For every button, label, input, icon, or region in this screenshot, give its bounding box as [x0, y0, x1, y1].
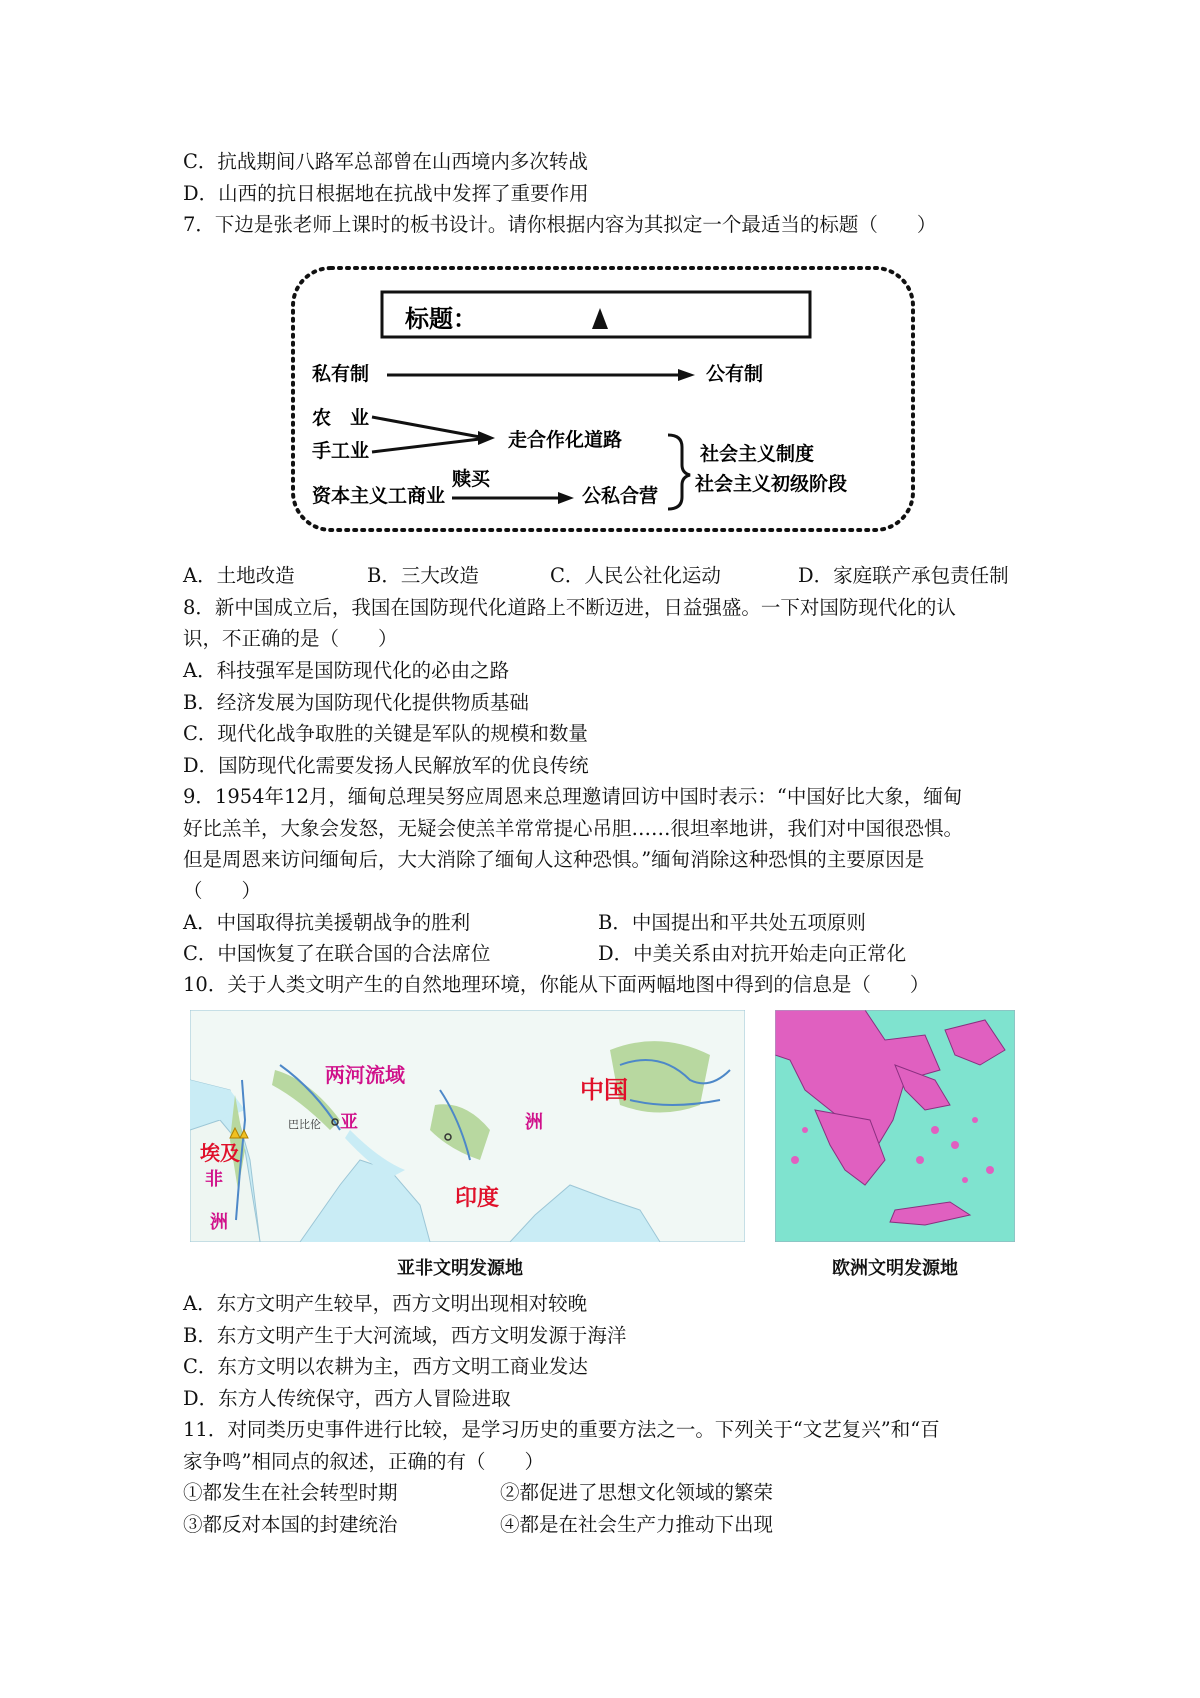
- two-rivers-label: 两河流域: [325, 1063, 405, 1087]
- egypt-label: 埃及: [200, 1141, 240, 1165]
- redemption-label: 赎买: [452, 468, 491, 490]
- cooperation-label: 走合作化道路: [508, 429, 623, 451]
- q8-option-c: C．现代化战争取胜的关键是军队的规模和数量: [183, 722, 588, 745]
- q7-option-d: D．家庭联产承包责任制: [798, 564, 1009, 587]
- q11-item-1: ①都发生在社会转型时期: [183, 1481, 398, 1504]
- q8-stem-line1: 8．新中国成立后，我国在国防现代化道路上不断迈进，日益强盛。一下对国防现代化的认: [183, 596, 956, 619]
- china-label: 中国: [580, 1076, 628, 1104]
- q8-option-a: A．科技强军是国防现代化的必由之路: [183, 659, 510, 682]
- q10-option-b: B．东方文明产生于大河流域，西方文明发源于海洋: [183, 1324, 627, 1347]
- q9-stem-line3: 但是周恩来访问缅甸后，大大消除了缅甸人这种恐惧。”缅甸消除这种恐惧的主要原因是: [183, 848, 925, 871]
- africa-label-b: 洲: [210, 1212, 228, 1233]
- q9-option-a: A．中国取得抗美援朝战争的胜利: [183, 911, 471, 934]
- q7-option-b: B．三大改造: [367, 564, 479, 587]
- q7-stem: 7．下边是张老师上课时的板书设计。请你根据内容为其拟定一个最适当的标题（ ）: [183, 213, 937, 236]
- q9-stem-line1: 9．1954年12月，缅甸总理吴努应周恩来总理邀请回访中国时表示：“中国好比大象，缅甸: [183, 785, 963, 808]
- india-label: 印度: [455, 1186, 500, 1211]
- q9-option-c: C．中国恢复了在联合国的合法席位: [183, 942, 491, 965]
- q6-option-d: D．山西的抗日根据地在抗战中发挥了重要作用: [183, 182, 589, 205]
- arrow-icon: [678, 369, 695, 381]
- handicraft-label: 手工业: [312, 440, 370, 462]
- socialist-system-label: 社会主义制度: [700, 443, 815, 465]
- q11-item-4: ④都是在社会生产力推动下出现: [500, 1513, 774, 1536]
- q10-stem: 10．关于人类文明产生的自然地理环境，你能从下面两幅地图中得到的信息是（ ）: [183, 973, 930, 996]
- blackboard-diagram: [290, 265, 918, 535]
- q9-option-d: D．中美关系由对抗开始走向正常化: [598, 942, 907, 965]
- agri-arrow-line: [372, 417, 480, 437]
- map1-caption: 亚非文明发源地: [397, 1258, 523, 1279]
- q10-option-a: A．东方文明产生较早，西方文明出现相对较晚: [183, 1292, 588, 1315]
- asia-africa-map-svg: [190, 1010, 745, 1242]
- q10-option-c: C．东方文明以农耕为主，西方文明工商业发达: [183, 1355, 588, 1378]
- asia-label-b: 洲: [525, 1112, 543, 1133]
- q11-stem-line2: 家争鸣”相同点的叙述，正确的有（ ）: [183, 1450, 544, 1473]
- public-label: 公有制: [706, 363, 764, 385]
- triangle-icon: [592, 308, 608, 329]
- europe-greece-map: [775, 1010, 1015, 1242]
- q9-stem-line4: （ ）: [183, 879, 262, 902]
- q8-option-d: D．国防现代化需要发扬人民解放军的优良传统: [183, 754, 589, 777]
- q7-option-c: C．人民公社化运动: [550, 564, 721, 587]
- arrow-icon: [478, 431, 495, 445]
- map2-caption: 欧洲文明发源地: [832, 1258, 958, 1279]
- q6-option-c: C．抗战期间八路军总部曾在山西境内多次转战: [183, 150, 588, 173]
- q11-item-3: ③都反对本国的封建统治: [183, 1513, 398, 1536]
- africa-label-a: 非: [205, 1169, 223, 1190]
- greece-map-svg: [775, 1010, 1015, 1242]
- curly-brace: [668, 435, 690, 509]
- primary-stage-label: 社会主义初级阶段: [695, 473, 848, 495]
- q8-stem-line2: 识，不正确的是（ ）: [183, 627, 398, 650]
- craft-arrow-line: [372, 439, 480, 452]
- q10-option-d: D．东方人传统保守，西方人冒险进取: [183, 1387, 511, 1410]
- capitalist-label: 资本主义工商业: [312, 485, 446, 507]
- agriculture-label: 农 业: [312, 407, 370, 429]
- title-label: 标题：: [405, 305, 477, 333]
- q9-stem-line2: 好比羔羊，大象会发怒，无疑会使羔羊常常提心吊胆……很坦率地讲，我们对中国很恐惧。: [183, 817, 964, 840]
- q11-stem-line1: 11．对同类历史事件进行比较，是学习历史的重要方法之一。下列关于“文艺复兴”和“百: [183, 1418, 940, 1441]
- arrow-icon: [558, 492, 574, 504]
- q11-item-2: ②都促进了思想文化领域的繁荣: [500, 1481, 774, 1504]
- babylon-label: 巴比伦: [288, 1118, 321, 1131]
- q7-option-a: A．土地改造: [183, 564, 295, 587]
- asia-africa-map: [190, 1010, 745, 1242]
- joint-venture-label: 公私合营: [582, 485, 659, 507]
- private-label: 私有制: [312, 363, 370, 385]
- asia-label-a: 亚: [340, 1112, 358, 1133]
- blackboard-diagram-svg: [290, 265, 918, 535]
- q8-option-b: B．经济发展为国防现代化提供物质基础: [183, 691, 529, 714]
- q9-option-b: B．中国提出和平共处五项原则: [598, 911, 866, 934]
